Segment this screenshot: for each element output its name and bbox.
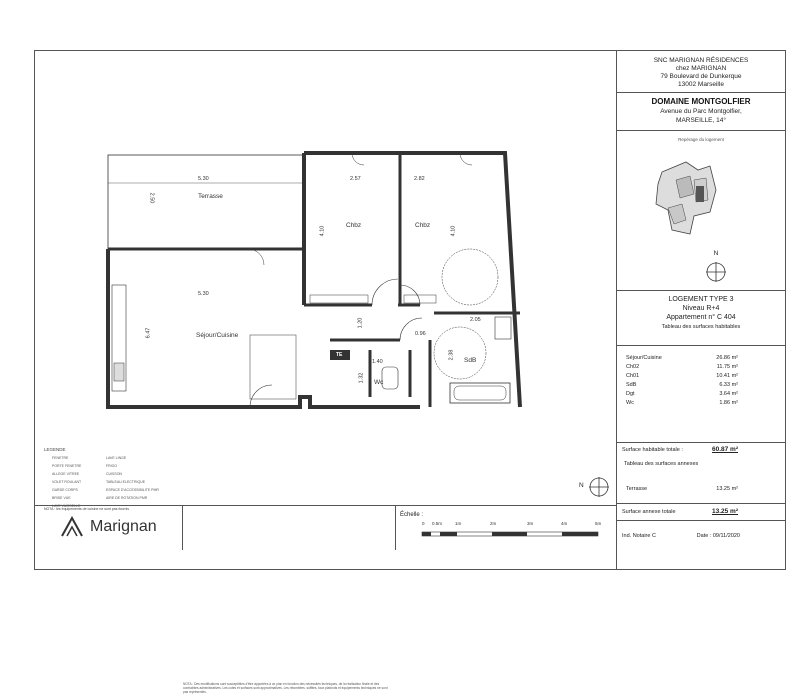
dimension-label: 1.20 <box>357 317 364 329</box>
project-address-2: MARSEILLE, 14° <box>676 117 726 124</box>
disclaimer-box <box>182 506 396 550</box>
dimension-label: 2.57 <box>350 176 361 182</box>
terrace-outline <box>108 155 304 249</box>
annex-table-title: Tableau des surfaces annexes <box>624 461 699 467</box>
divider <box>616 345 786 346</box>
brand-name: Marignan <box>90 518 157 535</box>
unit-level: Niveau R+4 <box>682 305 720 312</box>
dimension-label: 4.10 <box>450 225 457 237</box>
legend-item: LAVE LINGE <box>106 456 127 460</box>
plan-north-arrow-icon <box>588 476 610 498</box>
dimension-label: 2.38 <box>448 349 455 361</box>
total-habitable-label: Surface habitable totale : <box>622 447 683 453</box>
project-address-1: Avenue du Parc Montgolfier, <box>660 108 742 115</box>
floor-plan <box>100 145 530 415</box>
total-annex-value: 13.25 m² <box>711 508 738 515</box>
pmr-circle-chb1 <box>442 249 498 305</box>
dimension-label: 1.40 <box>372 359 383 365</box>
surface-row: Wc 1.86 m² <box>626 400 738 406</box>
dimension-label: 5.30 <box>198 291 209 297</box>
dimension-label: 4.10 <box>319 225 326 237</box>
annex-row: Terrasse 13.25 m² <box>626 486 738 492</box>
surface-row: Séjour/Cuisine 26.86 m² <box>626 355 738 361</box>
scale-title: Échelle : <box>400 512 424 518</box>
scale-tick: 4m <box>561 521 568 526</box>
marignan-logo-icon <box>60 516 84 538</box>
dimension-label: 2.50 <box>148 192 155 204</box>
unit-type: LOGEMENT TYPE 3 <box>668 296 734 303</box>
toilet <box>382 367 398 389</box>
company-line-3: 79 Boulevard de Dunkerque <box>660 73 742 80</box>
divider <box>616 442 786 443</box>
surface-row: Ch02 11.75 m² <box>626 364 738 370</box>
unit-apartment: Appartement n° C 404 <box>666 314 736 321</box>
legend-item: PORTE FENETRE <box>52 464 82 468</box>
dimension-label: 2.05 <box>470 317 481 323</box>
total-habitable-value: 60.87 m² <box>711 446 738 453</box>
legend-item: ESPACE D'ACCESSIBILITE PMR <box>106 488 159 492</box>
legend-item: ALLEGE VITREE <box>52 472 80 476</box>
legend-title: LEGENDE <box>44 447 66 452</box>
exterior-wall-east <box>304 153 520 407</box>
scale-tick: 1m <box>455 521 462 526</box>
legend-item: VOLET ROULANT <box>52 480 82 484</box>
scale-tick: 5m <box>595 521 602 526</box>
sink <box>495 317 511 339</box>
dimension-label: 6.47 <box>145 327 152 339</box>
dimension-label: 2.82 <box>414 176 425 182</box>
locator-title: Repérage du logement <box>678 137 724 142</box>
room-label-ch1: Chbz <box>415 222 431 229</box>
sidebar-divider <box>616 50 617 570</box>
surface-row: Ch01 10.41 m² <box>626 373 738 379</box>
scale-tick: 0 <box>422 521 425 526</box>
dimension-label: 0.96 <box>415 331 426 337</box>
divider <box>616 130 786 131</box>
room-label-terrasse: Terrasse <box>198 193 223 200</box>
north-label: N <box>713 250 719 257</box>
legend-item: CUISSON <box>106 472 122 476</box>
legend-item: AIRE DE ROTATION PMR <box>106 496 148 500</box>
legend-item: BRISE VUE <box>52 496 71 500</box>
locator-map <box>650 150 730 242</box>
north-arrow-icon <box>705 261 727 283</box>
legend-item: LAVE VAISSELLE <box>52 504 81 508</box>
north-label-plan: N <box>579 482 584 489</box>
index-label: Ind. Notaire C <box>622 533 656 539</box>
scale-tick: 2m <box>490 521 497 526</box>
pmr-circle-sdb <box>434 327 486 379</box>
room-label-te: TE <box>336 352 343 358</box>
divider <box>616 290 786 291</box>
project-name: DOMAINE MONTGOLFIER <box>651 97 751 106</box>
company-line-4: 13002 Marseille <box>678 81 724 88</box>
legend-item: GARDE CORPS <box>52 488 78 492</box>
surface-table-title: Tableau des surfaces habitables <box>661 324 741 330</box>
legend-note: NOTA : les équipements de cuisine ne sont pas fournis <box>44 507 129 511</box>
divider <box>616 92 786 93</box>
divider <box>616 503 786 504</box>
scale-bar <box>420 530 602 538</box>
surface-row: Dgt 3.64 m² <box>626 391 738 397</box>
date-label: Date : 09/11/2020 <box>696 533 740 539</box>
disclaimer-note: NOTA : Des modifications sont susceptibles d'être apportées à ce plan en fonction des nécessités techniques, de la réalisation finale et des contraintes administratives. Les cotes et surfaces sont approximatives. Les retombées, soffites, faux plafonds et équipements techniques ne sont pas représentés. <box>183 682 388 694</box>
room-label-sdb: SdB <box>464 357 477 364</box>
legend-item: FENETRE <box>52 456 69 460</box>
dimension-label: 1.32 <box>358 372 365 384</box>
room-label-wc: Wc <box>374 379 384 386</box>
table-area <box>250 335 296 399</box>
legend-item: TABLEAU ELECTRIQUE <box>106 480 146 484</box>
room-label-sejour: Séjour/Cuisine <box>196 332 239 339</box>
total-annex-label: Surface annexe totale <box>622 509 676 515</box>
legend-item: FRIGO <box>106 464 118 468</box>
scale-tick: 0.5m <box>432 521 443 526</box>
company-line-2: chez MARIGNAN <box>675 65 727 72</box>
scale-tick: 3m <box>527 521 534 526</box>
divider <box>616 520 786 521</box>
surface-row: SdB 6.33 m² <box>626 382 738 388</box>
dimension-label: 5.30 <box>198 176 209 182</box>
company-line-1: SNC MARIGNAN RÉSIDENCES <box>653 57 749 64</box>
room-label-ch2: Chbz <box>346 222 362 229</box>
